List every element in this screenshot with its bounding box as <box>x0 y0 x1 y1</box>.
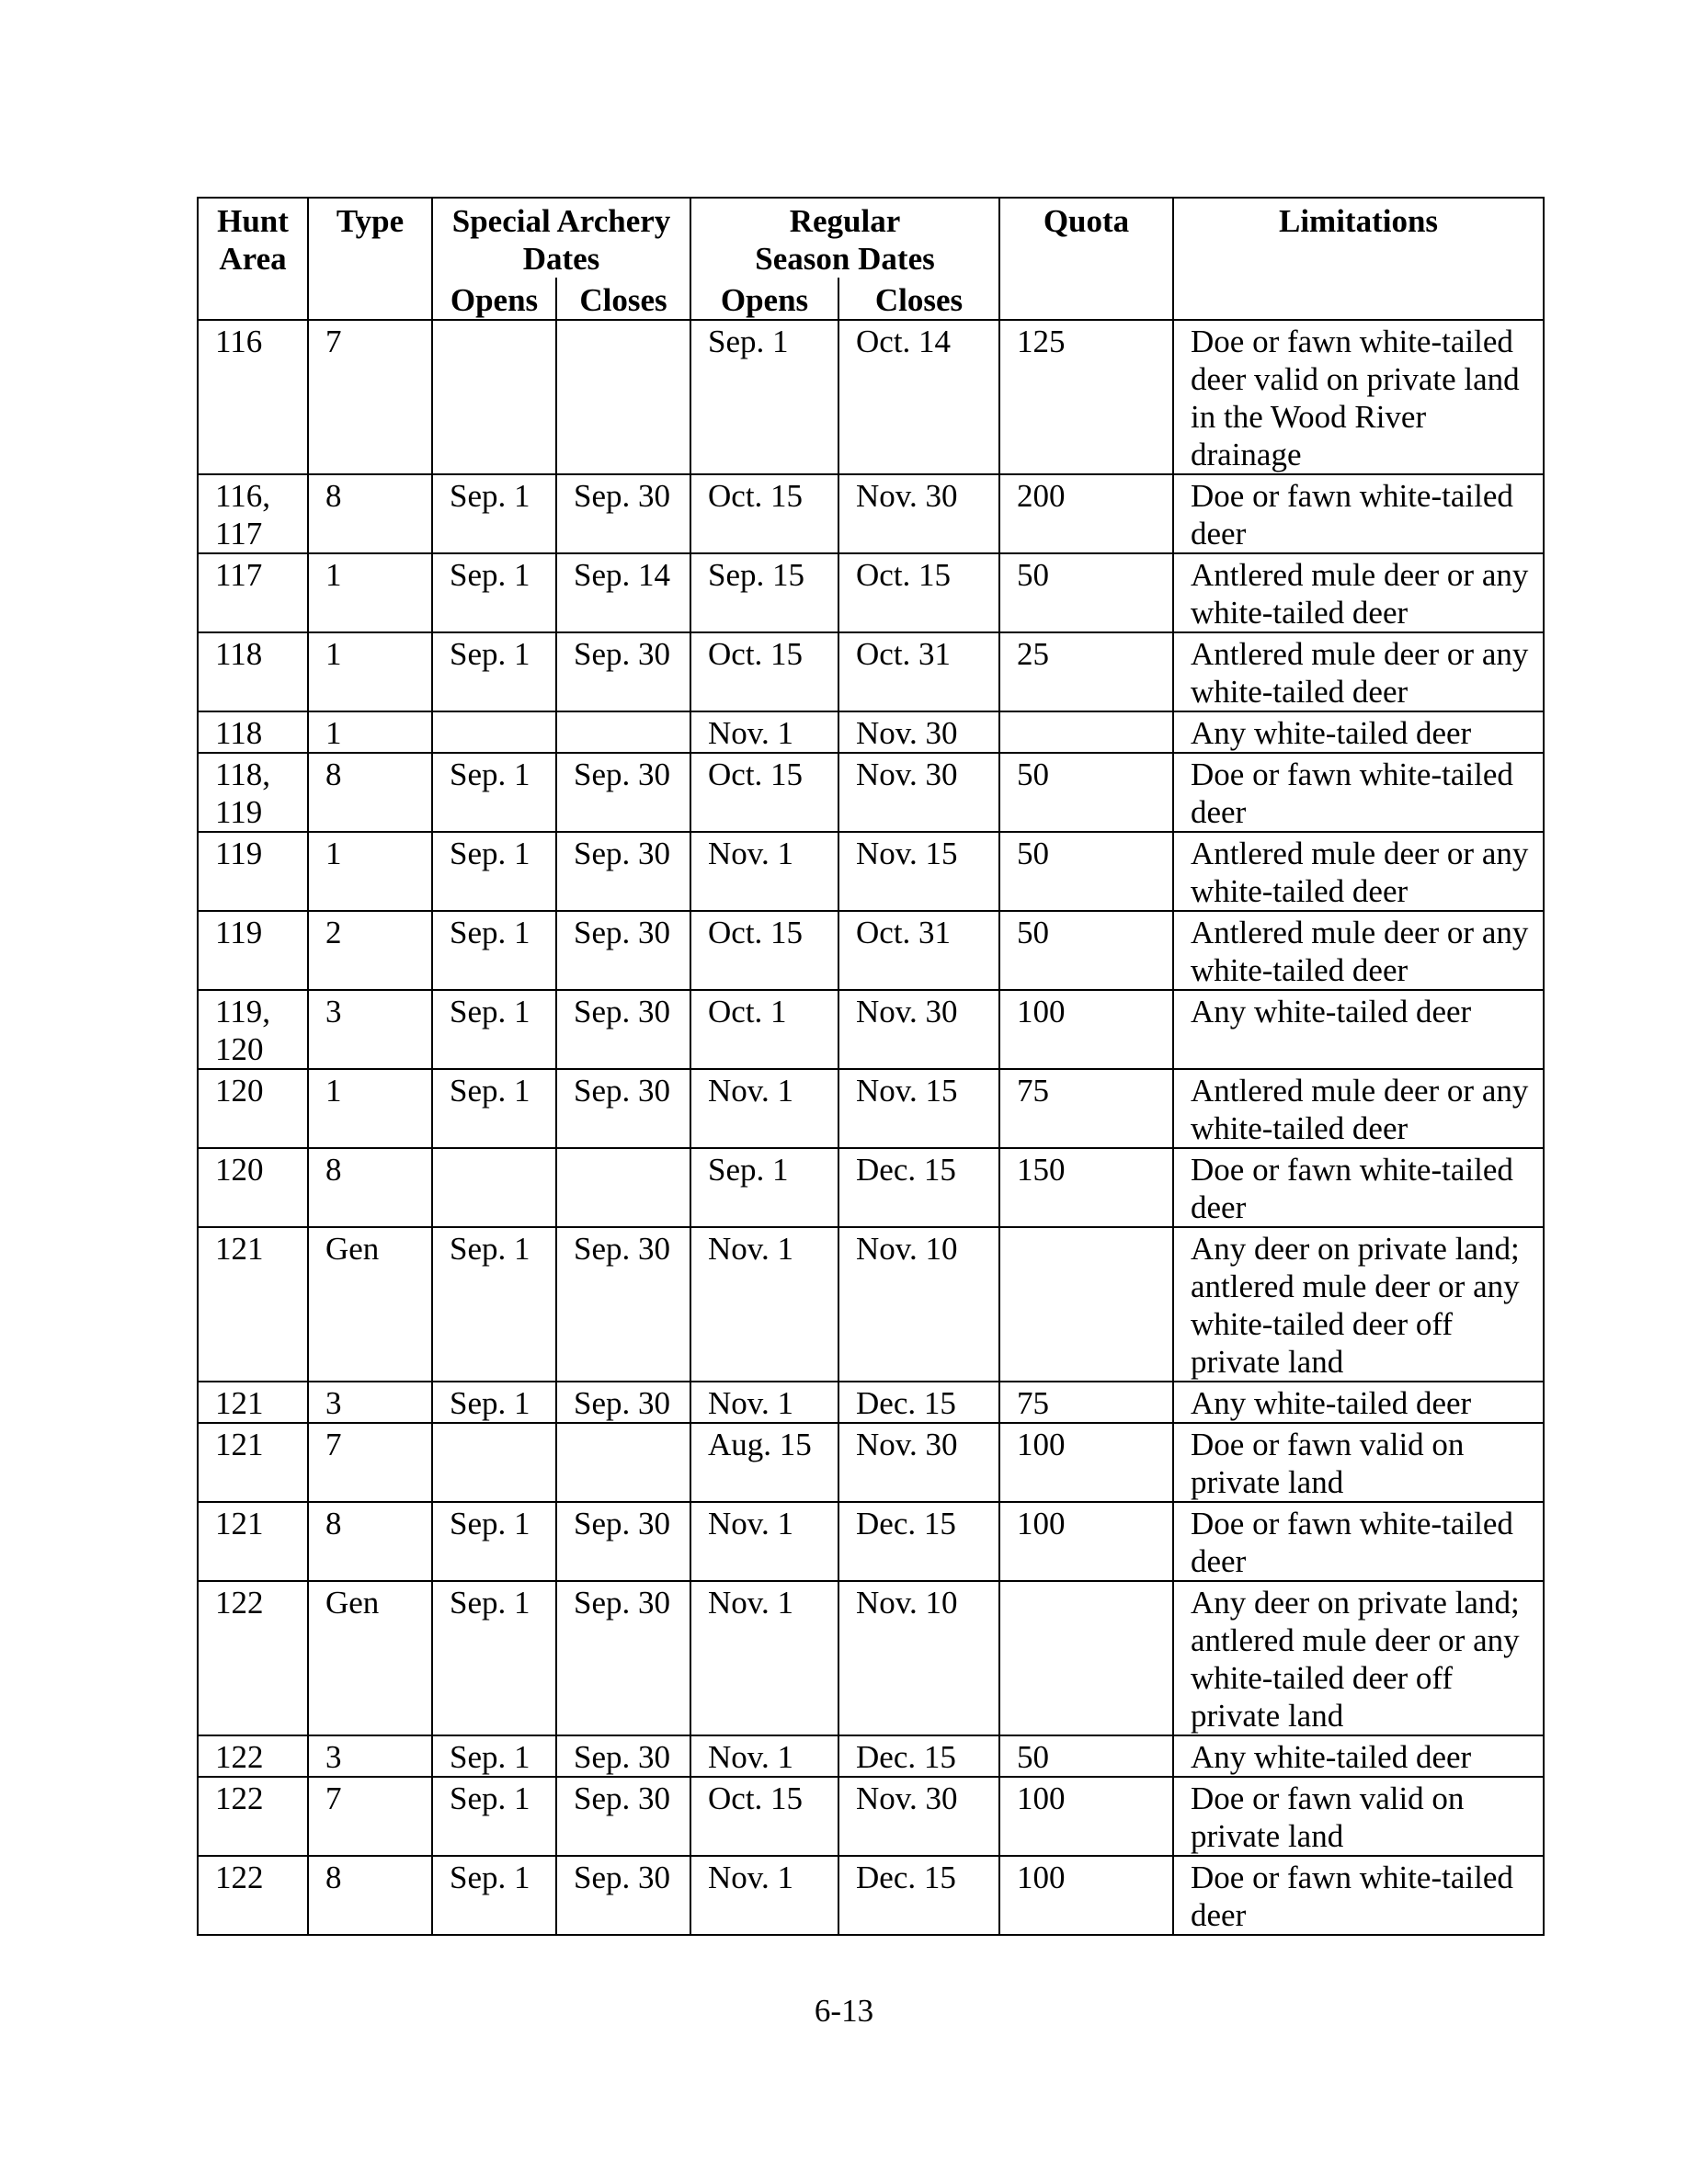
page-number: 6-13 <box>814 1993 874 2029</box>
archery-opens-cell: Sep. 1 <box>432 632 556 711</box>
type-cell: 2 <box>308 911 432 990</box>
limitations-cell: Any white-tailed deer <box>1173 711 1544 753</box>
regular-closes-cell: Nov. 15 <box>838 832 999 911</box>
quota-cell: 100 <box>999 1423 1173 1502</box>
hunt-area-cell: 122 <box>198 1777 308 1856</box>
table-row <box>198 990 1544 1069</box>
hunt-area-cell: 122 <box>198 1735 308 1777</box>
archery-closes-cell: Sep. 30 <box>556 1502 690 1581</box>
regular-closes-cell: Nov. 30 <box>838 1777 999 1856</box>
limitations-cell: Any white-tailed deer <box>1173 1382 1544 1423</box>
type-cell: 1 <box>308 553 432 632</box>
type-cell: 1 <box>308 711 432 753</box>
table-row <box>198 711 1544 753</box>
type-cell: 8 <box>308 474 432 553</box>
archery-opens-cell: Sep. 1 <box>432 1382 556 1423</box>
limitations-cell: Doe or fawn valid on private land <box>1173 1423 1544 1502</box>
regular-opens-cell: Nov. 1 <box>690 1856 838 1935</box>
archery-closes-cell <box>556 1423 690 1502</box>
archery-closes-cell: Sep. 30 <box>556 753 690 832</box>
regular-opens-cell: Nov. 1 <box>690 1502 838 1581</box>
regular-closes-cell: Oct. 15 <box>838 553 999 632</box>
hunt-area-cell: 118, 119 <box>198 753 308 832</box>
type-cell: 8 <box>308 1502 432 1581</box>
regular-closes-cell: Nov. 10 <box>838 1581 999 1735</box>
archery-opens-cell <box>432 711 556 753</box>
regular-opens-cell: Nov. 1 <box>690 1735 838 1777</box>
hunt-area-cell: 118 <box>198 711 308 753</box>
archery-opens-cell: Sep. 1 <box>432 990 556 1069</box>
regular-opens-cell: Nov. 1 <box>690 1227 838 1382</box>
table-row <box>198 474 1544 553</box>
type-cell: 1 <box>308 632 432 711</box>
limitations-cell: Antlered mule deer or any white-tailed deer <box>1173 1069 1544 1148</box>
table-row <box>198 911 1544 990</box>
header-limitations: Limitations <box>1173 198 1544 320</box>
limitations-cell: Doe or fawn white-tailed deer <box>1173 1502 1544 1581</box>
archery-closes-cell <box>556 1148 690 1227</box>
regular-opens-cell: Oct. 15 <box>690 753 838 832</box>
limitations-cell: Any white-tailed deer <box>1173 990 1544 1069</box>
limitations-cell: Any white-tailed deer <box>1173 1735 1544 1777</box>
regular-closes-cell: Nov. 30 <box>838 990 999 1069</box>
archery-opens-cell: Sep. 1 <box>432 753 556 832</box>
header-regular-closes: Closes <box>838 278 999 320</box>
table-row <box>198 1423 1544 1502</box>
archery-opens-cell: Sep. 1 <box>432 553 556 632</box>
archery-opens-cell: Sep. 1 <box>432 1856 556 1935</box>
hunt-season-table <box>197 197 1545 1936</box>
type-cell: 8 <box>308 753 432 832</box>
regular-opens-cell: Sep. 1 <box>690 320 838 474</box>
hunt-area-cell: 119 <box>198 832 308 911</box>
archery-closes-cell: Sep. 30 <box>556 1069 690 1148</box>
regular-closes-cell: Nov. 15 <box>838 1069 999 1148</box>
regular-opens-cell: Nov. 1 <box>690 1581 838 1735</box>
archery-closes-cell: Sep. 30 <box>556 990 690 1069</box>
archery-closes-cell <box>556 320 690 474</box>
quota-cell: 75 <box>999 1382 1173 1423</box>
type-cell: 8 <box>308 1856 432 1935</box>
archery-closes-cell: Sep. 14 <box>556 553 690 632</box>
archery-closes-cell: Sep. 30 <box>556 632 690 711</box>
table-row <box>198 320 1544 474</box>
type-cell: 7 <box>308 1423 432 1502</box>
type-cell: 7 <box>308 1777 432 1856</box>
regular-closes-cell: Nov. 30 <box>838 711 999 753</box>
regular-closes-cell: Nov. 10 <box>838 1227 999 1382</box>
quota-cell: 100 <box>999 1856 1173 1935</box>
type-cell: 7 <box>308 320 432 474</box>
archery-opens-cell: Sep. 1 <box>432 1777 556 1856</box>
archery-closes-cell: Sep. 30 <box>556 1382 690 1423</box>
archery-opens-cell: Sep. 1 <box>432 474 556 553</box>
regular-closes-cell: Nov. 30 <box>838 1423 999 1502</box>
hunt-area-cell: 121 <box>198 1227 308 1382</box>
limitations-cell: Doe or fawn white-tailed deer valid on private land in the Wood River drainage <box>1173 320 1544 474</box>
quota-cell: 125 <box>999 320 1173 474</box>
quota-cell <box>999 1227 1173 1382</box>
archery-opens-cell: Sep. 1 <box>432 1502 556 1581</box>
quota-cell: 100 <box>999 1777 1173 1856</box>
quota-cell: 75 <box>999 1069 1173 1148</box>
regular-opens-cell: Oct. 15 <box>690 911 838 990</box>
header-quota: Quota <box>999 198 1173 320</box>
regular-opens-cell: Nov. 1 <box>690 1069 838 1148</box>
regular-opens-cell: Aug. 15 <box>690 1423 838 1502</box>
regular-opens-cell: Sep. 1 <box>690 1148 838 1227</box>
table-row <box>198 1735 1544 1777</box>
hunt-area-cell: 117 <box>198 553 308 632</box>
regular-closes-cell: Dec. 15 <box>838 1502 999 1581</box>
regular-opens-cell: Nov. 1 <box>690 832 838 911</box>
type-cell: 3 <box>308 1735 432 1777</box>
limitations-cell: Any deer on private land; antlered mule deer or any white-tailed deer off private land <box>1173 1581 1544 1735</box>
regular-closes-cell: Dec. 15 <box>838 1856 999 1935</box>
hunt-area-cell: 118 <box>198 632 308 711</box>
quota-cell: 25 <box>999 632 1173 711</box>
table-row <box>198 1382 1544 1423</box>
archery-closes-cell: Sep. 30 <box>556 1856 690 1935</box>
table-body <box>198 320 1544 1935</box>
type-cell: Gen <box>308 1581 432 1735</box>
archery-opens-cell <box>432 1148 556 1227</box>
hunt-area-cell: 119, 120 <box>198 990 308 1069</box>
archery-opens-cell: Sep. 1 <box>432 911 556 990</box>
header-regular-opens: Opens <box>690 278 838 320</box>
table-row <box>198 1148 1544 1227</box>
archery-opens-cell: Sep. 1 <box>432 1581 556 1735</box>
hunt-area-cell: 121 <box>198 1382 308 1423</box>
hunt-area-cell: 120 <box>198 1069 308 1148</box>
archery-opens-cell: Sep. 1 <box>432 1735 556 1777</box>
header-special-archery-dates: Special Archery Dates <box>432 198 690 278</box>
regular-closes-cell: Dec. 15 <box>838 1735 999 1777</box>
limitations-cell: Antlered mule deer or any white-tailed deer <box>1173 553 1544 632</box>
quota-cell: 200 <box>999 474 1173 553</box>
regular-opens-cell: Oct. 1 <box>690 990 838 1069</box>
quota-cell: 50 <box>999 832 1173 911</box>
hunt-area-cell: 116 <box>198 320 308 474</box>
type-cell: 1 <box>308 832 432 911</box>
limitations-cell: Antlered mule deer or any white-tailed deer <box>1173 632 1544 711</box>
regular-closes-cell: Dec. 15 <box>838 1148 999 1227</box>
limitations-cell: Any deer on private land; antlered mule deer or any white-tailed deer off private land <box>1173 1227 1544 1382</box>
table-row <box>198 1502 1544 1581</box>
hunt-area-cell: 121 <box>198 1423 308 1502</box>
archery-closes-cell <box>556 711 690 753</box>
archery-closes-cell: Sep. 30 <box>556 1777 690 1856</box>
quota-cell <box>999 711 1173 753</box>
regular-opens-cell: Oct. 15 <box>690 632 838 711</box>
archery-opens-cell: Sep. 1 <box>432 1227 556 1382</box>
limitations-cell: Antlered mule deer or any white-tailed deer <box>1173 832 1544 911</box>
regular-closes-cell: Oct. 31 <box>838 632 999 711</box>
archery-closes-cell: Sep. 30 <box>556 474 690 553</box>
type-cell: 8 <box>308 1148 432 1227</box>
table-row <box>198 1777 1544 1856</box>
archery-opens-cell <box>432 320 556 474</box>
quota-cell: 150 <box>999 1148 1173 1227</box>
quota-cell: 50 <box>999 553 1173 632</box>
regular-closes-cell: Oct. 14 <box>838 320 999 474</box>
limitations-cell: Doe or fawn valid on private land <box>1173 1777 1544 1856</box>
regular-closes-cell: Nov. 30 <box>838 474 999 553</box>
type-cell: Gen <box>308 1227 432 1382</box>
table-row <box>198 1227 1544 1382</box>
archery-closes-cell: Sep. 30 <box>556 1227 690 1382</box>
quota-cell: 100 <box>999 1502 1173 1581</box>
table-row <box>198 753 1544 832</box>
table-row <box>198 832 1544 911</box>
archery-opens-cell <box>432 1423 556 1502</box>
limitations-cell: Doe or fawn white-tailed deer <box>1173 474 1544 553</box>
table-row <box>198 632 1544 711</box>
type-cell: 3 <box>308 990 432 1069</box>
regular-opens-cell: Nov. 1 <box>690 711 838 753</box>
table-row <box>198 553 1544 632</box>
quota-cell: 100 <box>999 990 1173 1069</box>
table-row <box>198 1581 1544 1735</box>
hunt-area-cell: 122 <box>198 1581 308 1735</box>
regular-opens-cell: Sep. 15 <box>690 553 838 632</box>
regular-opens-cell: Oct. 15 <box>690 474 838 553</box>
type-cell: 1 <box>308 1069 432 1148</box>
quota-cell: 50 <box>999 753 1173 832</box>
regular-closes-cell: Dec. 15 <box>838 1382 999 1423</box>
table-row <box>198 1069 1544 1148</box>
hunt-area-cell: 122 <box>198 1856 308 1935</box>
quota-cell: 50 <box>999 911 1173 990</box>
quota-cell: 50 <box>999 1735 1173 1777</box>
archery-opens-cell: Sep. 1 <box>432 832 556 911</box>
archery-opens-cell: Sep. 1 <box>432 1069 556 1148</box>
regular-closes-cell: Nov. 30 <box>838 753 999 832</box>
header-archery-opens: Opens <box>432 278 556 320</box>
regular-closes-cell: Oct. 31 <box>838 911 999 990</box>
header-type: Type <box>308 198 432 320</box>
regular-opens-cell: Oct. 15 <box>690 1777 838 1856</box>
hunt-area-cell: 120 <box>198 1148 308 1227</box>
header-regular-season-dates: Regular Season Dates <box>690 198 999 278</box>
header-hunt-area: Hunt Area <box>198 198 308 320</box>
archery-closes-cell: Sep. 30 <box>556 1735 690 1777</box>
limitations-cell: Doe or fawn white-tailed deer <box>1173 1148 1544 1227</box>
type-cell: 3 <box>308 1382 432 1423</box>
archery-closes-cell: Sep. 30 <box>556 911 690 990</box>
archery-closes-cell: Sep. 30 <box>556 1581 690 1735</box>
quota-cell <box>999 1581 1173 1735</box>
hunt-area-cell: 119 <box>198 911 308 990</box>
archery-closes-cell: Sep. 30 <box>556 832 690 911</box>
limitations-cell: Doe or fawn white-tailed deer <box>1173 1856 1544 1935</box>
regular-opens-cell: Nov. 1 <box>690 1382 838 1423</box>
hunt-area-cell: 121 <box>198 1502 308 1581</box>
table-row <box>198 1856 1544 1935</box>
limitations-cell: Antlered mule deer or any white-tailed deer <box>1173 911 1544 990</box>
hunt-area-cell: 116, 117 <box>198 474 308 553</box>
limitations-cell: Doe or fawn white-tailed deer <box>1173 753 1544 832</box>
header-archery-closes: Closes <box>556 278 690 320</box>
